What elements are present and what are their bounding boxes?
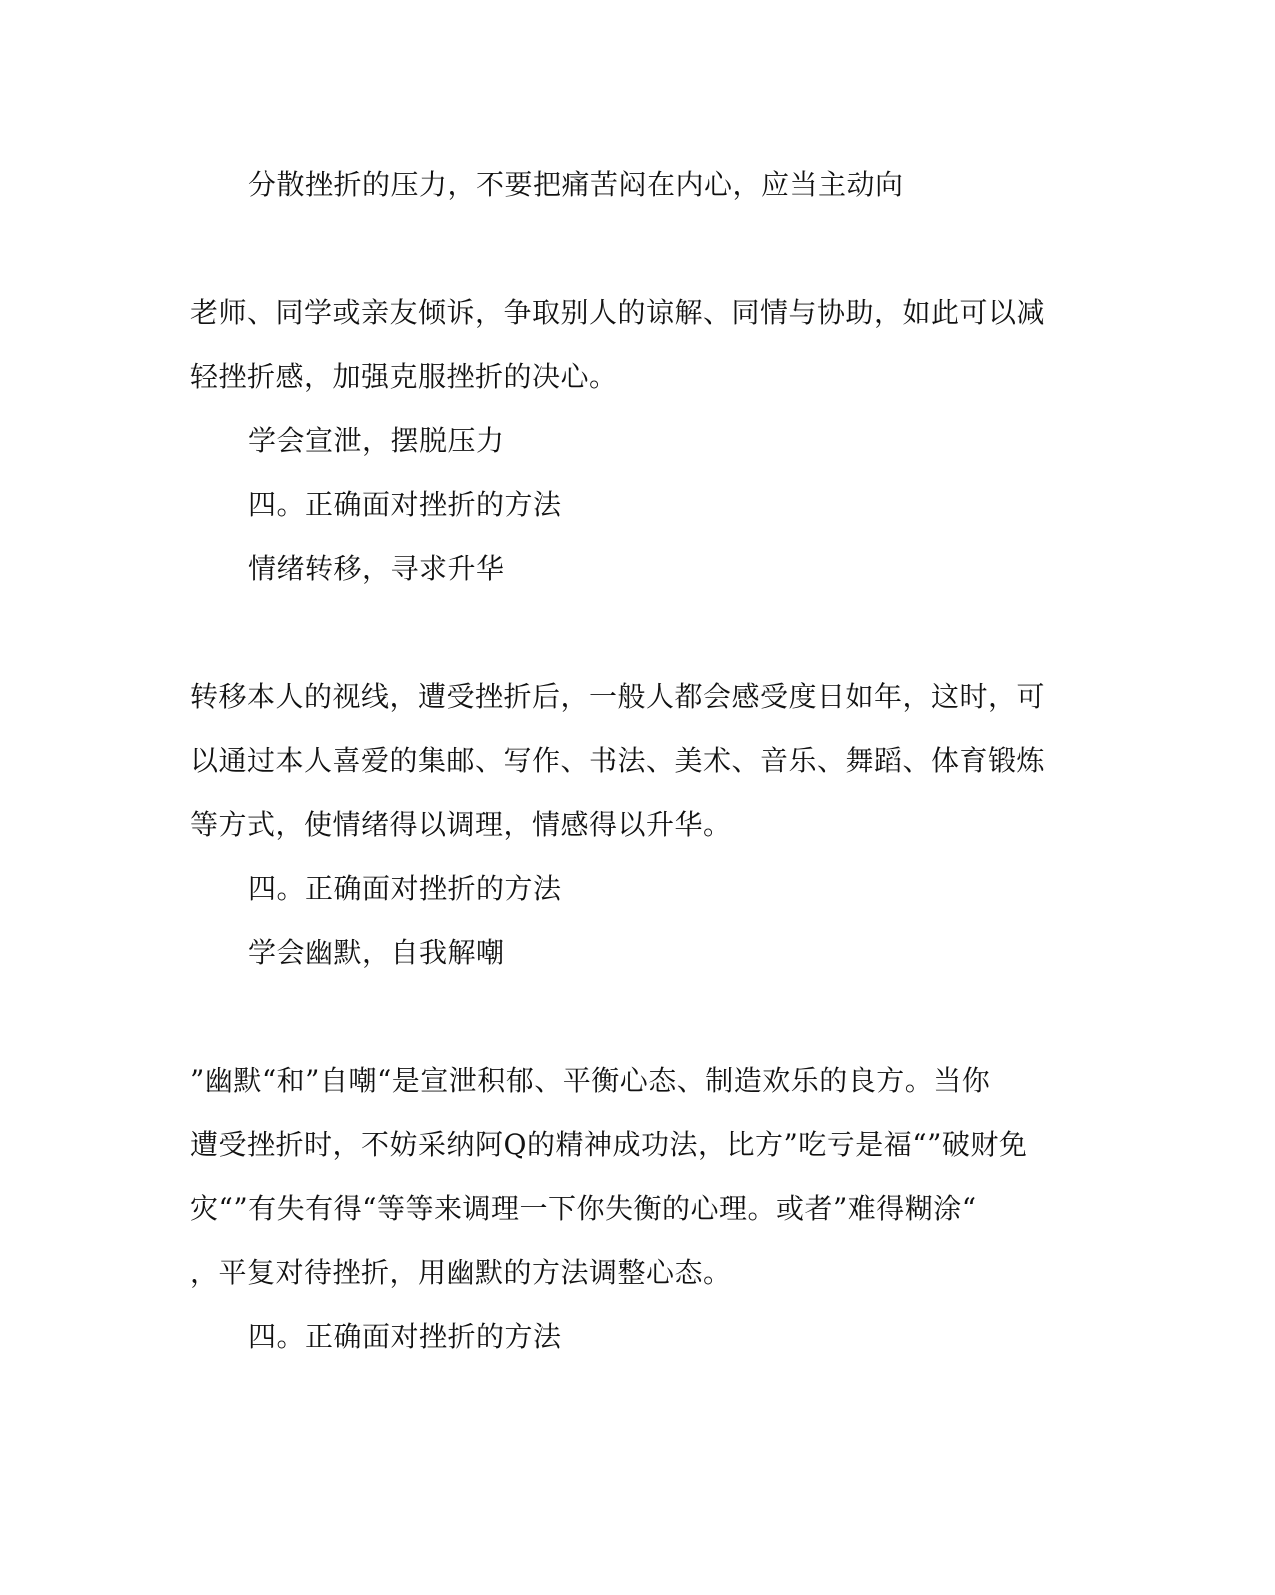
section-heading: 四。正确面对挫折的方法 [248, 872, 562, 905]
paragraph-line: 遭受挫折时，不妨采纳阿Q的精神成功法，比方”吃亏是福“”破财免 [190, 1128, 1028, 1161]
section-heading: 四。正确面对挫折的方法 [248, 1320, 562, 1353]
paragraph-line: ”幽默“和”自嘲“是宣泄积郁、平衡心态、制造欢乐的良方。当你 [190, 1064, 991, 1097]
subheading: 学会幽默，自我解嘲 [248, 936, 505, 969]
paragraph-line: ，平复对待挫折，用幽默的方法调整心态。 [190, 1256, 732, 1289]
paragraph-line: 轻挫折感，加强克服挫折的决心。 [190, 360, 618, 393]
paragraph-line: 灾“”有失有得“等等来调理一下你失衡的心理。或者”难得糊涂“ [190, 1192, 977, 1225]
section-heading: 四。正确面对挫折的方法 [248, 488, 562, 521]
subheading: 情绪转移，寻求升华 [248, 552, 505, 585]
paragraph-line: 转移本人的视线，遭受挫折后，一般人都会感受度日如年，这时，可 [190, 680, 1046, 713]
paragraph-line: 以通过本人喜爱的集邮、写作、书法、美术、音乐、舞蹈、体育锻炼 [190, 744, 1046, 777]
paragraph-line: 等方式，使情绪得以调理，情感得以升华。 [190, 808, 732, 841]
paragraph-line: 老师、同学或亲友倾诉，争取别人的谅解、同情与协助，如此可以减 [190, 296, 1046, 329]
subheading: 学会宣泄，摆脱压力 [248, 424, 505, 457]
paragraph-line: 分散挫折的压力，不要把痛苦闷在内心，应当主动向 [248, 168, 904, 201]
